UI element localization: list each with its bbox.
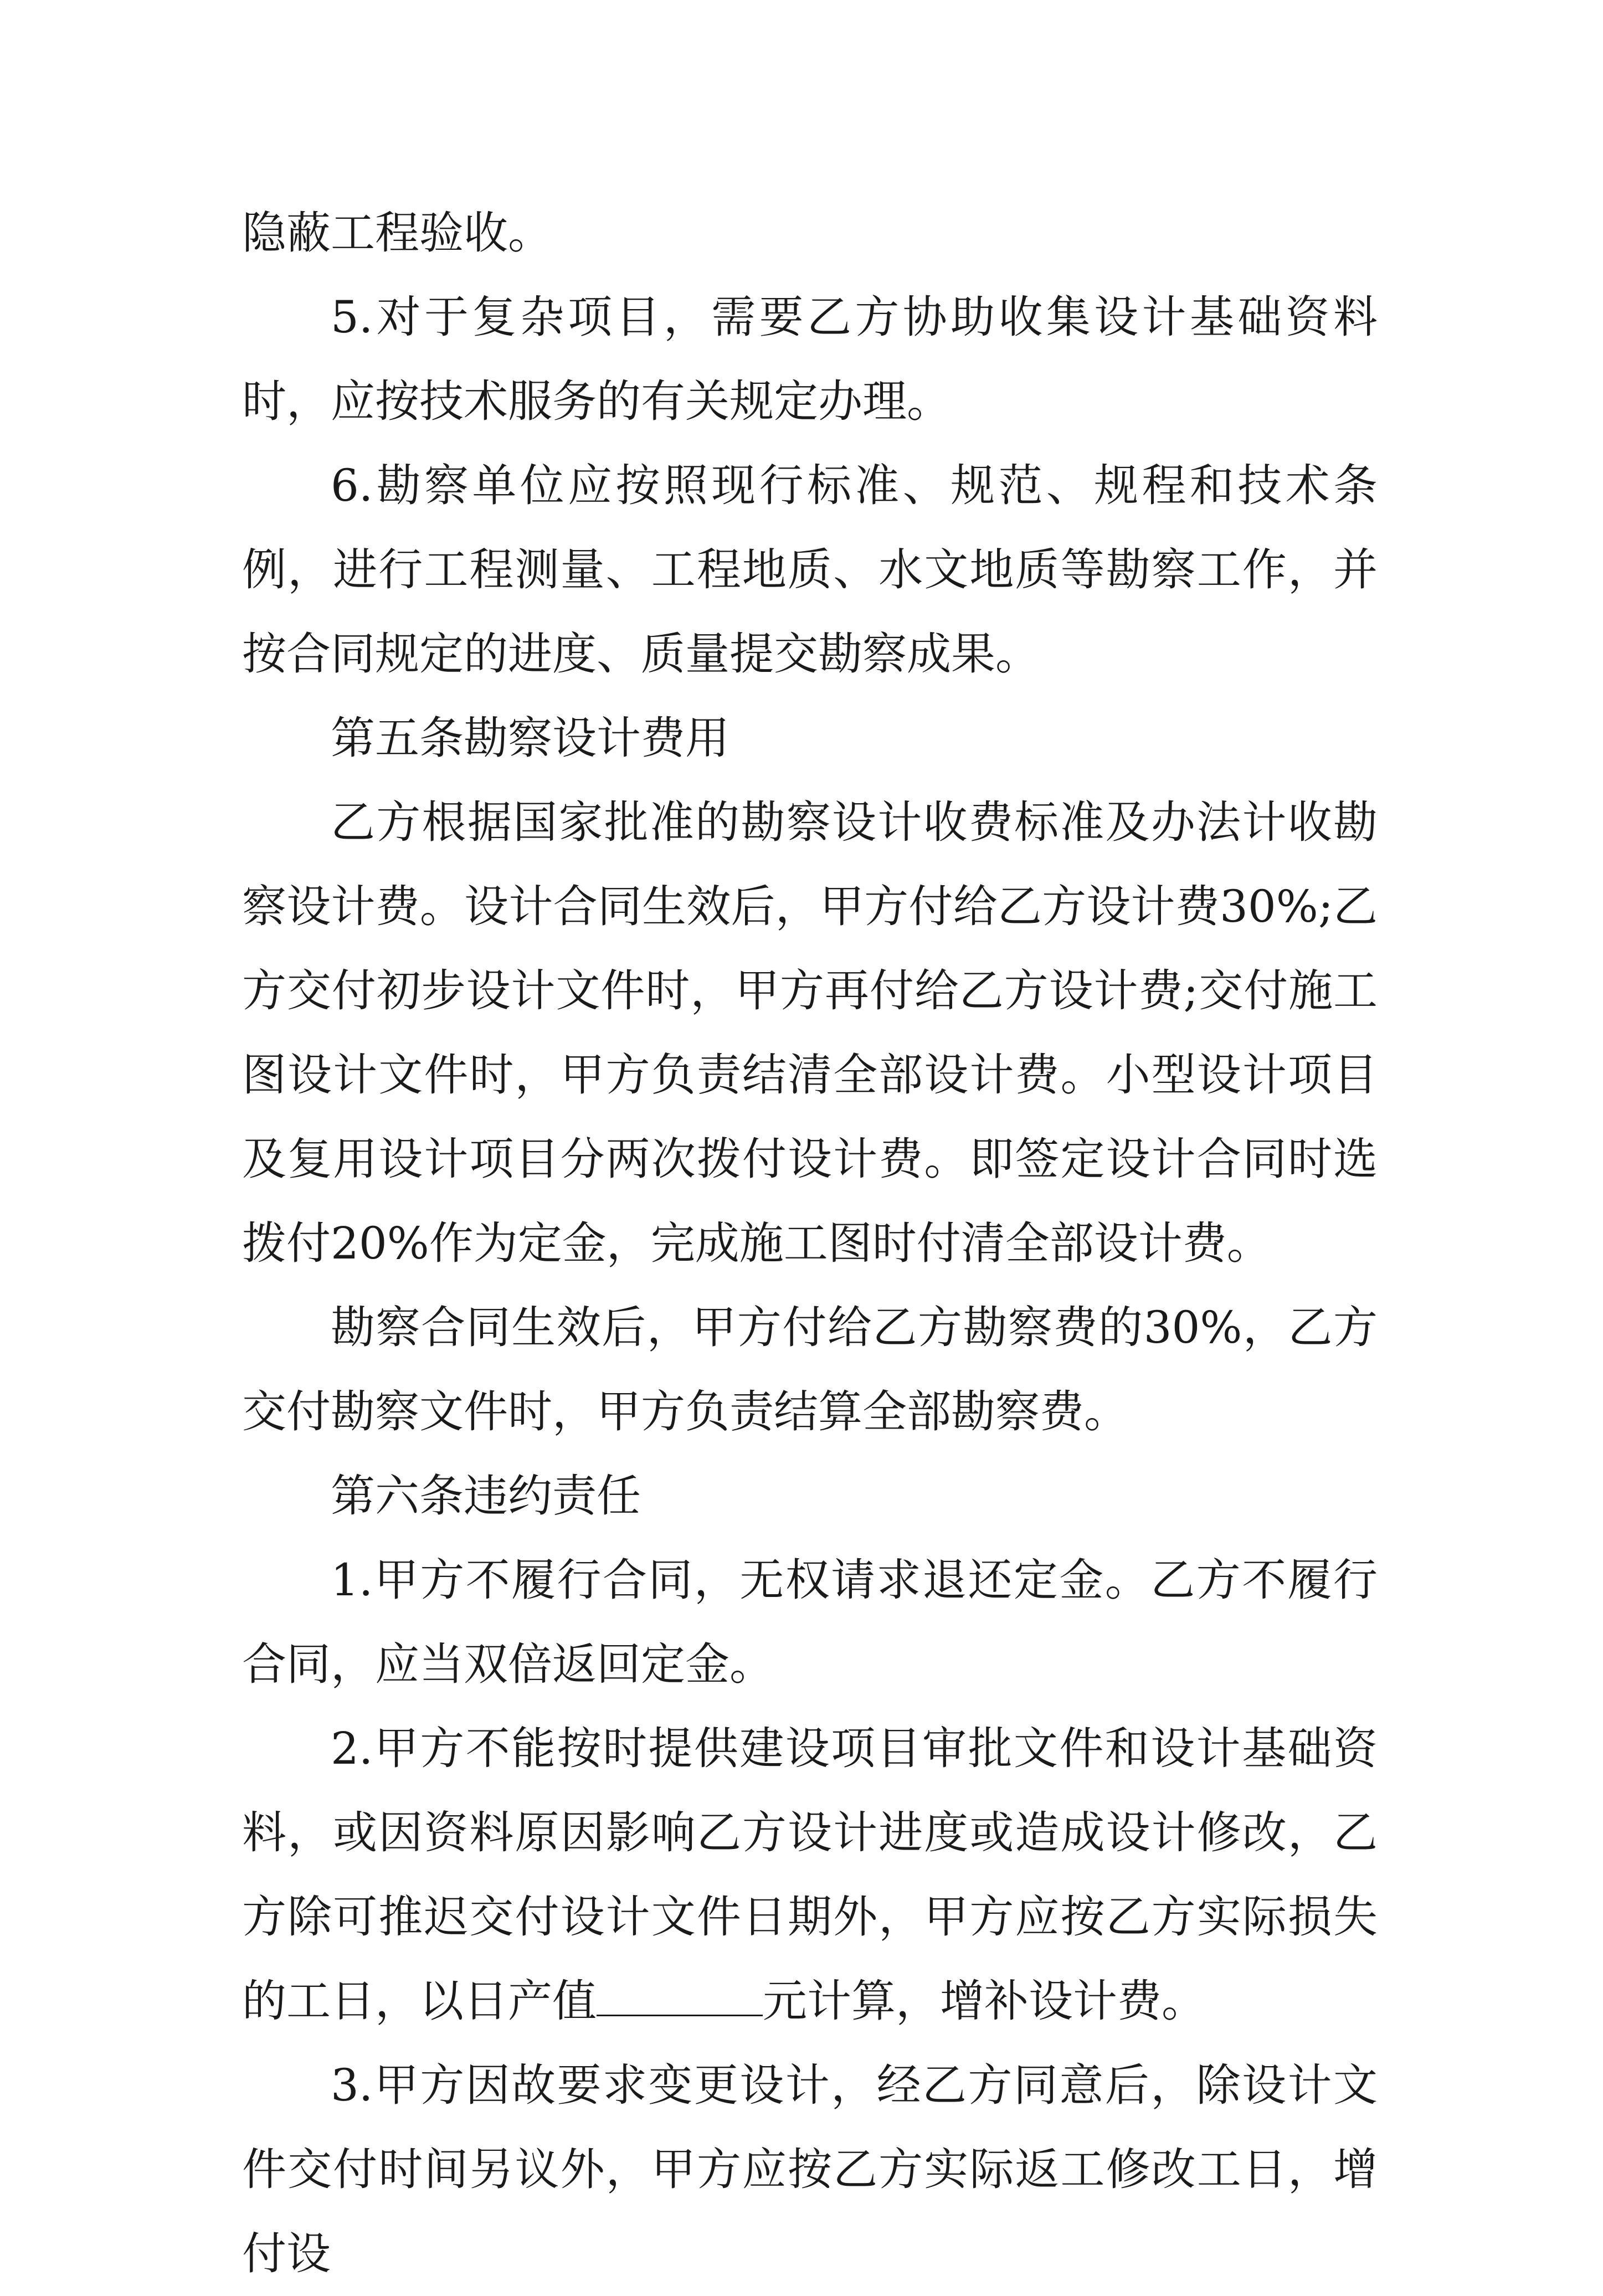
paragraph-continuation: 隐蔽工程验收。 [242,207,552,259]
paragraph-item-6: 6.勘察单位应按照现行标准、规范、规程和技术条例，进行工程测量、工程地质、水文地质等勘察工作，并按合同规定的进度、质量提交勘察成果。 [242,460,1378,680]
fill-in-blank [597,1976,763,2016]
paragraph-liability-1: 1.甲方不履行合同，无权请求退还定金。乙方不履行合同，应当双倍返回定金。 [242,1554,1378,1690]
section-heading-article-5: 第五条勘察设计费用 [331,712,729,764]
paragraph-liability-3: 3.甲方因故要求变更设计，经乙方同意后，除设计文件交付时间另议外，甲方应按乙方实际返工修改工日，增付设 [242,2059,1378,2279]
paragraph-design-fee: 乙方根据国家批准的勘察设计收费标准及办法计收勘察设计费。设计合同生效后，甲方付给乙方设计费30%;乙方交付初步设计文件时，甲方再付给乙方设计费;交付施工图设计文件时，甲方负责结清全部设计费。小型设计项目及复用设计项目分两次拨付设计费。即签定设计合同时选拨付20%作为定金，完成施工图时付清全部设计费。 [242,797,1378,1269]
liability-2-text-before: 2.甲方不能按时提供建设项目审批文件和设计基础资料，或因资料原因影响乙方设计进度或造成设计修改，乙方除可推迟交付设计文件日期外，甲方应按乙方实际损失的工日，以日产值 [242,1723,1378,2027]
liability-2-text-after: 元计算，增补设计费。 [763,1975,1206,2027]
paragraph-item-5: 5.对于复杂项目，需要乙方协助收集设计基础资料时，应按技术服务的有关规定办理。 [242,291,1378,427]
paragraph-liability-2 [242,1707,1378,2043]
document-body [242,191,1378,2296]
section-heading-article-6: 第六条违约责任 [331,1470,641,1522]
paragraph-survey-fee: 勘察合同生效后，甲方付给乙方勘察费的30%，乙方交付勘察文件时，甲方负责结算全部勘察费。 [242,1302,1378,1437]
